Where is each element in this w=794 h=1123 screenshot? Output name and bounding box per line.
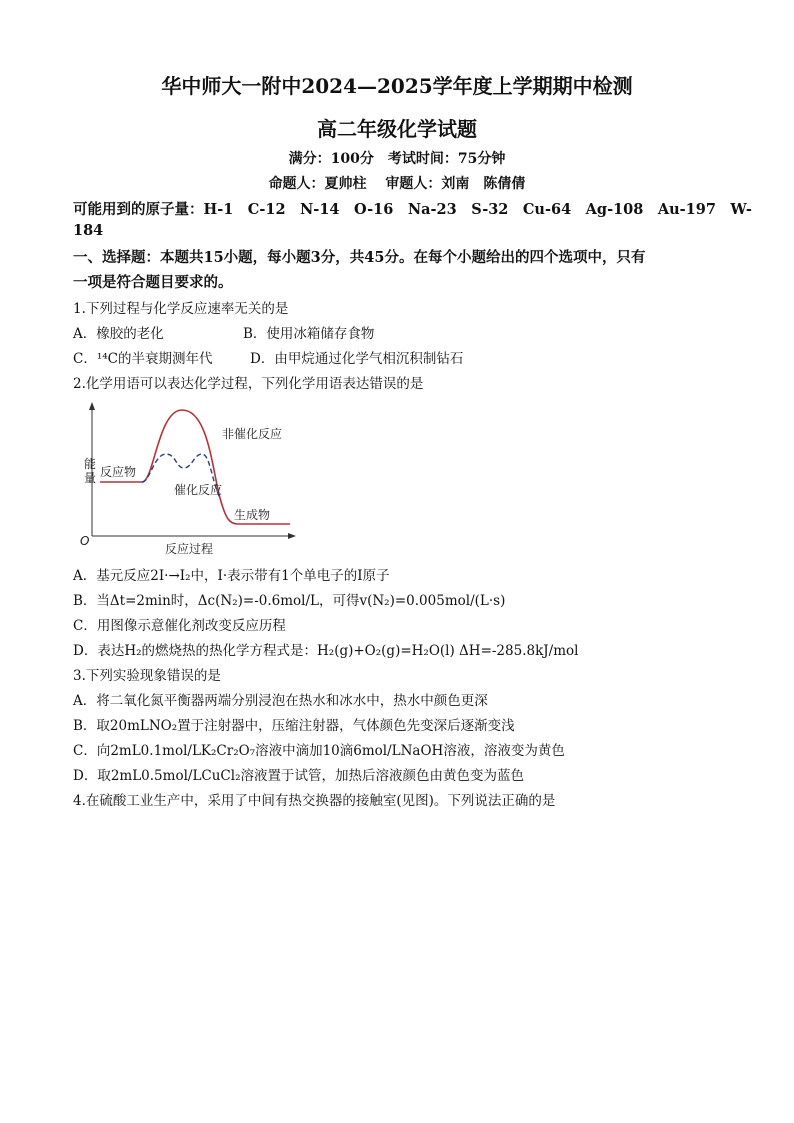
atomic-masses-line2: 184 (73, 222, 104, 239)
energy-diagram-svg (70, 398, 300, 558)
q1-option-b: B．使用冰箱储存食物 (243, 326, 375, 342)
atomic-masses-line1: 可能用到的原子量：H-1 C-12 N-14 O-16 Na-23 S-32 Cu-64 Ag-108 Au-197 W- (73, 201, 752, 218)
q1-option-a: A．橡胶的老化 (73, 326, 164, 342)
catalyzed-label: 催化反应 (174, 483, 223, 497)
q2-stem: 2.化学用语可以表达化学过程，下列化学用语表达错误的是 (73, 376, 424, 392)
product-label: 生成物 (234, 508, 271, 522)
q2-option-d: D．表达H₂的燃烧热的热化学方程式是：H₂(g)+O₂(g)=H₂O(l) ΔH=-285.8kJ/mol (73, 643, 579, 659)
exam-title: 华中师大一附中2024—2025学年度上学期期中检测 (161, 74, 633, 98)
q3-option-d: D．取2mL0.5mol/LCuCl₂溶液置于试管，加热后溶液颜色由黄色变为蓝色 (73, 768, 524, 784)
y-axis-arrow (89, 402, 95, 410)
q1-stem: 1.下列过程与化学反应速率无关的是 (73, 301, 289, 317)
authors-info: 命题人：夏帅柱 审题人：刘南 陈倩倩 (268, 176, 526, 192)
q3-stem: 3.下列实验现象错误的是 (73, 668, 221, 684)
q2-option-c: C．用图像示意催化剂改变反应历程 (73, 618, 286, 634)
q3-option-b: B．取20mLNO₂置于注射器中，压缩注射器，气体颜色先变深后逐渐变浅 (73, 718, 515, 734)
q2-option-b: B．当Δt=2min时，Δc(N₂)=-0.6mol/L，可得v(N₂)=0.005mol/(L·s) (73, 593, 506, 609)
energy-diagram (70, 398, 300, 558)
q1-option-c: C．¹⁴C的半衰期测年代 (73, 351, 213, 367)
q2-option-a: A．基元反应2I·→I₂中，I·表示带有1个单电子的I原子 (73, 568, 390, 584)
x-axis-label: 反应过程 (165, 542, 214, 556)
score-time-info: 满分：100分 考试时间：75分钟 (288, 151, 506, 167)
section1-heading-line2: 一项是符合题目要求的。 (73, 274, 233, 291)
uncatalyzed-label: 非催化反应 (222, 427, 283, 441)
q3-option-c: C．向2mL0.1mol/LK₂Cr₂O₇溶液中滴加10滴6mol/LNaOH溶液，溶液变为黄色 (73, 743, 565, 759)
x-axis-arrow (288, 533, 296, 539)
origin-label: O (80, 534, 90, 548)
section1-heading-line1: 一、选择题：本题共15小题，每小题3分，共45分。在每个小题给出的四个选项中，只有 (73, 249, 646, 266)
q1-option-d: D．由甲烷通过化学气相沉积制钻石 (250, 351, 464, 367)
reactant-label: 反应物 (100, 465, 137, 479)
q4-stem: 4.在硫酸工业生产中，采用了中间有热交换器的接触室(见图)。下列说法正确的是 (73, 793, 556, 809)
q3-option-a: A．将二氧化氮平衡器两端分别浸泡在热水和冰水中，热水中颜色更深 (73, 693, 488, 709)
exam-subtitle: 高二年级化学试题 (317, 117, 477, 141)
y-axis-label: 能量 (84, 457, 97, 485)
